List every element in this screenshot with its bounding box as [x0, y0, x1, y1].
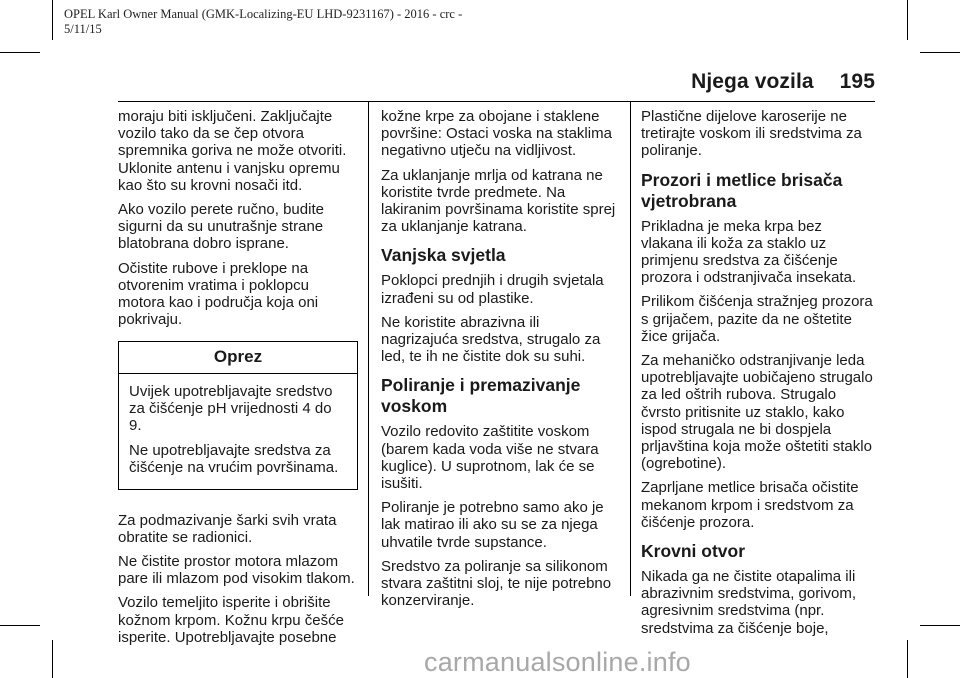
caution-title: Oprez [119, 342, 357, 373]
column-divider [368, 102, 369, 596]
crop-mark [52, 0, 53, 40]
caution-paragraph: Ne upotrebljavajte sredstva za čišćenje na vrućim površinama. [129, 442, 339, 477]
paragraph: Zaprljane metlice brisača očistite mekanom krpom i sredstvom za čišćenje prozora. [641, 479, 859, 531]
paragraph: Prikladna je meka krpa bez vlakana ili koža za staklo uz primjenu sredstva za čišćenje prozora i odstranjivača insekata. [641, 217, 857, 287]
paragraph: Ne čistite prostor motora mlazom pare ili mlazom pod visokim tlakom. [118, 553, 355, 588]
paragraph: Poklopci prednjih i drugih svjetala izrađeni su od plastike. [381, 272, 604, 307]
crop-mark [907, 0, 908, 40]
column-3 [641, 108, 877, 644]
watermark: carmanualsonline.info [424, 647, 691, 677]
section-title: Njega vozila [691, 70, 814, 93]
document-header [64, 7, 544, 37]
paragraph: moraju biti isključeni. Zaključajte vozilo tako da se čep otvora spremnika goriva ne može otvoriti. Uklonite antenu i vanjsku opremu kao što su krovni nosači itd. [118, 108, 347, 194]
paragraph: Sredstvo za poliranje sa silikonom stvara zaštitni sloj, te nije potrebno konzerviranje. [381, 557, 612, 610]
paragraph: Plastične dijelove karoserije ne tretirajte voskom ili sredstvima za poliranje. [641, 108, 862, 160]
paragraph: Ne koristite abrazivna ili nagrizajuća sredstva, strugalo za led, te ih ne čistite dok su suhi. [381, 313, 601, 366]
section-heading: Vanjska svjetla [381, 245, 506, 266]
section-heading: Prozori i metlice brisača vjetrobrana [641, 169, 843, 211]
crop-mark [52, 640, 53, 678]
paragraph: Očistite rubove i preklope na otvorenim vratima i poklopcu motora kao i područja koja oni pokrivaju. [118, 259, 319, 329]
crop-mark [0, 52, 40, 53]
paragraph: Vozilo redovito zaštitite voskom (barem kada voda više ne stvara kuglice). U suprotnom, lak će se isušiti. [381, 423, 599, 493]
page-number: 195 [839, 70, 875, 93]
crop-mark [0, 625, 40, 626]
caution-body [119, 374, 357, 489]
paragraph: kožne krpe za obojane i staklene površine: Ostaci voska na staklima negativno utječu na vidljivost. [381, 108, 612, 160]
section-heading: Krovni otvor [641, 541, 746, 562]
section-heading: Poliranje i premazivanje voskom [381, 375, 581, 417]
paragraph: Vozilo temeljito isperite i obrišite kožnom krpom. Kožnu krpu češće isperite. Upotrebljavajte posebne [118, 594, 344, 646]
paragraph: Poliranje je potrebno samo ako je lak matirao ili ako su se za njega uhvatile tvrde supstance. [381, 499, 604, 551]
crop-mark [920, 52, 960, 53]
crop-mark [907, 640, 908, 678]
paragraph: Za mehaničko odstranjivanje leda upotrebljavajte uobičajeno strugalo za led oštrih rubova. Strugalo čvrsto pritisnite uz staklo, kako ispod strugala ne bi dospjela prljavština koja može oštetiti staklo (ogrebotine). [641, 352, 873, 473]
paragraph: Nikada ga ne čistite otapalima ili abrazivnim sredstvima, gorivom, agresivnim sredstvima (npr. sredstvima za čišćenje boje, [641, 568, 857, 637]
crop-mark [920, 625, 960, 626]
column-1 [118, 108, 358, 653]
header-rule [118, 101, 875, 102]
page-title [691, 70, 875, 94]
caution-paragraph: Uvijek upotrebljavajte sredstvo za čišćenje pH vrijednosti 4 do 9. [129, 382, 333, 435]
caution-box [118, 341, 358, 489]
paragraph: Ako vozilo perete ručno, budite sigurni da su unutrašnje strane blatobrana dobro isprane. [118, 201, 324, 253]
paragraph: Prilikom čišćenja stražnjeg prozora s grijačem, pazite da ne oštetite žice grijača. [641, 293, 873, 345]
document-header-line1: OPEL Karl Owner Manual (GMK-Localizing-EU LHD-9231167) - 2016 - crc - [64, 7, 463, 21]
paragraph: Za podmazivanje šarki svih vrata obratite se radionici. [118, 511, 337, 546]
column-divider [630, 102, 631, 596]
column-2 [381, 108, 617, 616]
paragraph: Za uklanjanje mrlja od katrana ne koristite tvrde predmete. Na lakiranim površinama koristite sprej za uklanjanje katrana. [381, 166, 616, 236]
document-header-line2: 5/11/15 [64, 22, 102, 36]
